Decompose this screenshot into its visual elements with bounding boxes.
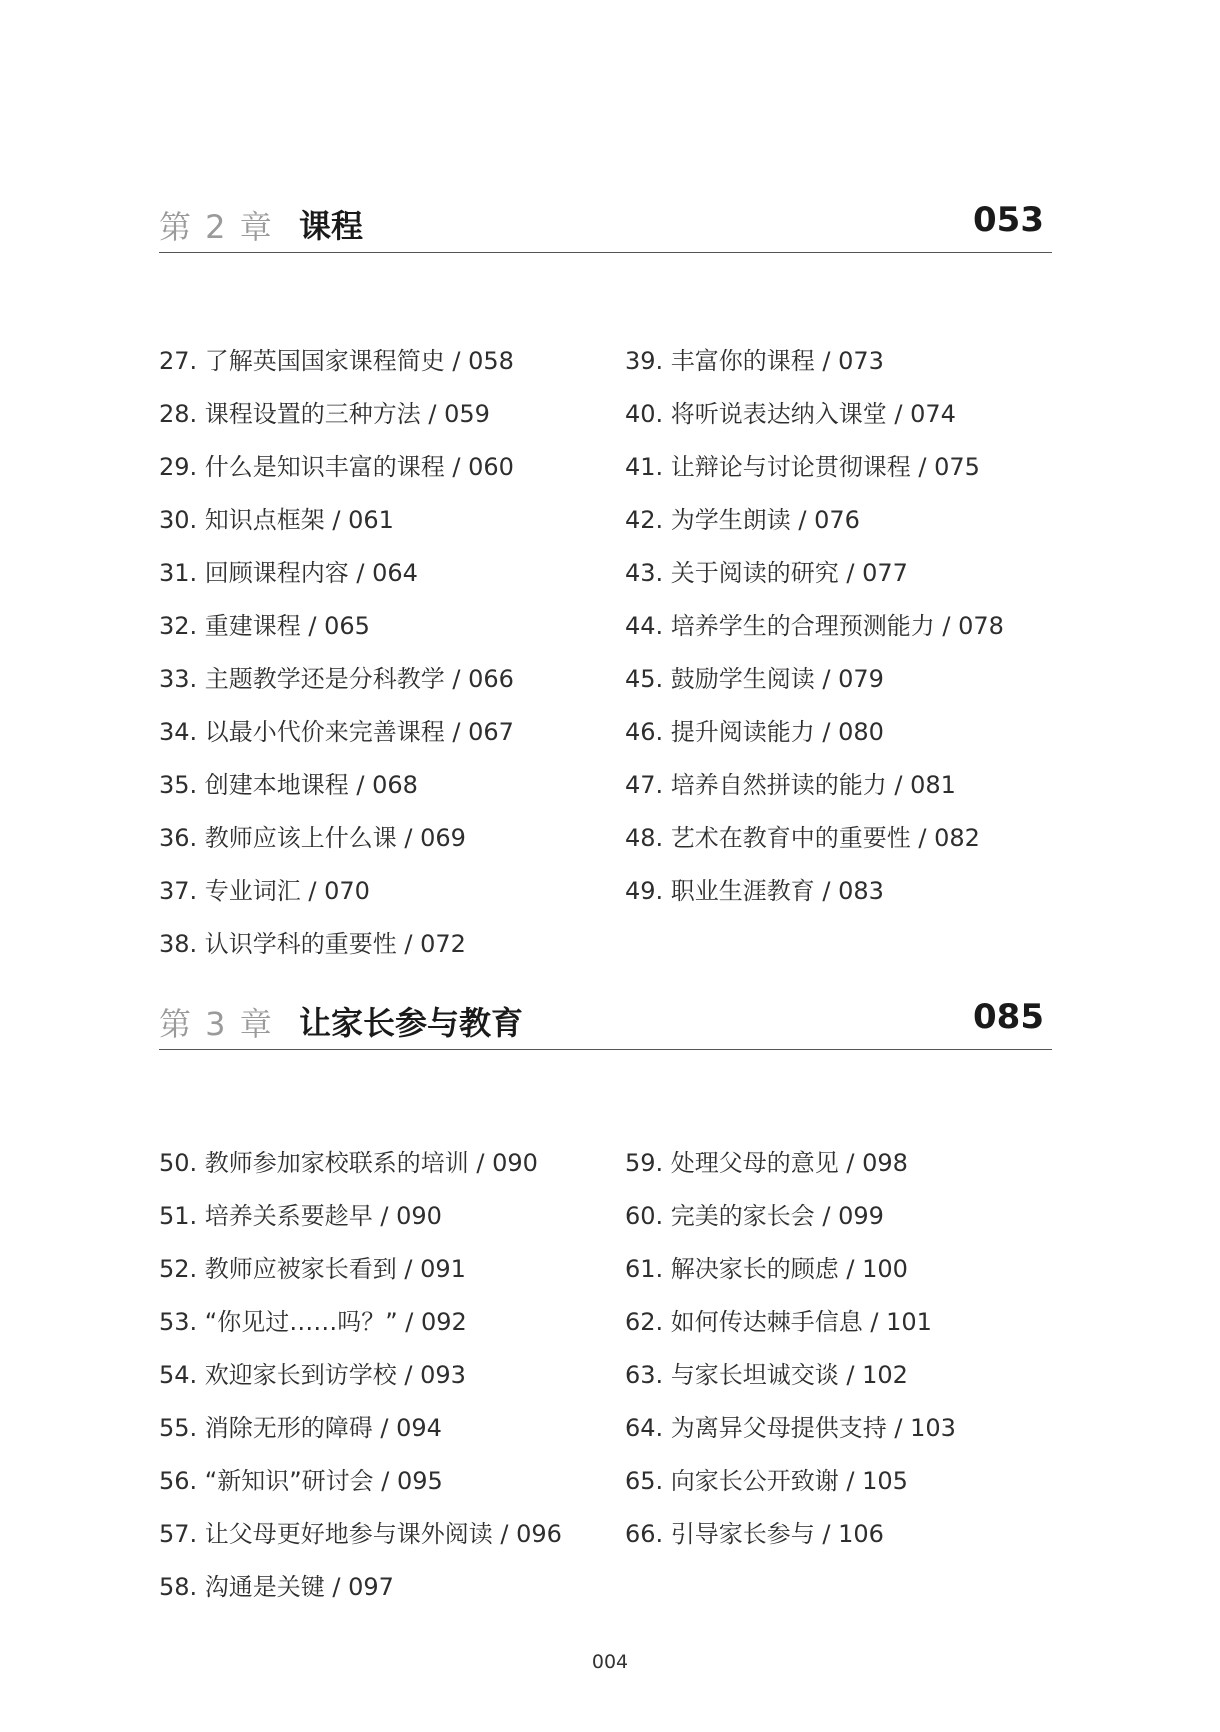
toc-item[interactable]: 42. 为学生朗读 / 076 [625,506,860,534]
toc-item[interactable]: 27. 了解英国国家课程简史 / 058 [159,347,514,375]
toc-item[interactable]: 31. 回顾课程内容 / 064 [159,559,418,587]
toc-column-right [625,335,1004,918]
toc-item[interactable]: 48. 艺术在教育中的重要性 / 082 [625,824,980,852]
chapter-number: 第 3 章 [159,1005,274,1043]
toc-item[interactable]: 59. 处理父母的意见 / 098 [625,1149,908,1177]
chapter-title: 让家长参与教育 [299,1004,524,1042]
toc-item[interactable]: 60. 完美的家长会 / 099 [625,1202,884,1230]
toc-item[interactable]: 49. 职业生涯教育 / 083 [625,877,884,905]
toc-item[interactable]: 40. 将听说表达纳入课堂 / 074 [625,400,956,428]
toc-item[interactable]: 43. 关于阅读的研究 / 077 [625,559,908,587]
chapter-page: 053 [973,200,1044,240]
toc-column-right [625,1137,956,1561]
toc-item[interactable]: 32. 重建课程 / 065 [159,612,370,640]
toc-item[interactable]: 45. 鼓励学生阅读 / 079 [625,665,884,693]
toc-item[interactable]: 28. 课程设置的三种方法 / 059 [159,400,490,428]
toc-item[interactable]: 66. 引导家长参与 / 106 [625,1520,884,1548]
toc-item[interactable]: 62. 如何传达棘手信息 / 101 [625,1308,932,1336]
toc-item[interactable]: 35. 创建本地课程 / 068 [159,771,418,799]
toc-item[interactable]: 46. 提升阅读能力 / 080 [625,718,884,746]
toc-item[interactable]: 29. 什么是知识丰富的课程 / 060 [159,453,514,481]
chapter-header [159,196,1052,253]
toc-item[interactable]: 39. 丰富你的课程 / 073 [625,347,884,375]
toc-item[interactable]: 34. 以最小代价来完善课程 / 067 [159,718,514,746]
toc-item[interactable]: 63. 与家长坦诚交谈 / 102 [625,1361,908,1389]
toc-item[interactable]: 51. 培养关系要趁早 / 090 [159,1202,442,1230]
toc-item[interactable]: 36. 教师应该上什么课 / 069 [159,824,466,852]
toc-item[interactable]: 38. 认识学科的重要性 / 072 [159,930,466,958]
page-number: 004 [591,1651,629,1673]
toc-column-left [159,1137,562,1614]
toc-item[interactable]: 41. 让辩论与讨论贯彻课程 / 075 [625,453,980,481]
toc-item[interactable]: 33. 主题教学还是分科教学 / 066 [159,665,514,693]
chapter-3 [159,993,1052,1601]
toc-item[interactable]: 57. 让父母更好地参与课外阅读 / 096 [159,1520,562,1548]
toc-item[interactable]: 30. 知识点框架 / 061 [159,506,394,534]
toc-item[interactable]: 53. “你见过……吗？” / 092 [159,1308,467,1336]
chapter-number: 第 2 章 [159,208,274,246]
toc-item[interactable]: 54. 欢迎家长到访学校 / 093 [159,1361,466,1389]
toc-item[interactable]: 64. 为离异父母提供支持 / 103 [625,1414,956,1442]
chapter-2 [159,196,1052,958]
toc-item[interactable]: 55. 消除无形的障碍 / 094 [159,1414,442,1442]
toc-column-left [159,335,514,971]
toc-item[interactable]: 37. 专业词汇 / 070 [159,877,370,905]
toc-item[interactable]: 61. 解决家长的顾虑 / 100 [625,1255,908,1283]
toc-item[interactable]: 58. 沟通是关键 / 097 [159,1573,394,1601]
chapter-header [159,993,1052,1050]
toc-item[interactable]: 47. 培养自然拼读的能力 / 081 [625,771,956,799]
toc-item[interactable]: 52. 教师应被家长看到 / 091 [159,1255,466,1283]
toc-item[interactable]: 44. 培养学生的合理预测能力 / 078 [625,612,1004,640]
toc-item[interactable]: 65. 向家长公开致谢 / 105 [625,1467,908,1495]
toc-item[interactable]: 56. “新知识”研讨会 / 095 [159,1467,443,1495]
chapter-page: 085 [973,997,1044,1037]
chapter-title: 课程 [299,207,364,245]
toc-item[interactable]: 50. 教师参加家校联系的培训 / 090 [159,1149,538,1177]
